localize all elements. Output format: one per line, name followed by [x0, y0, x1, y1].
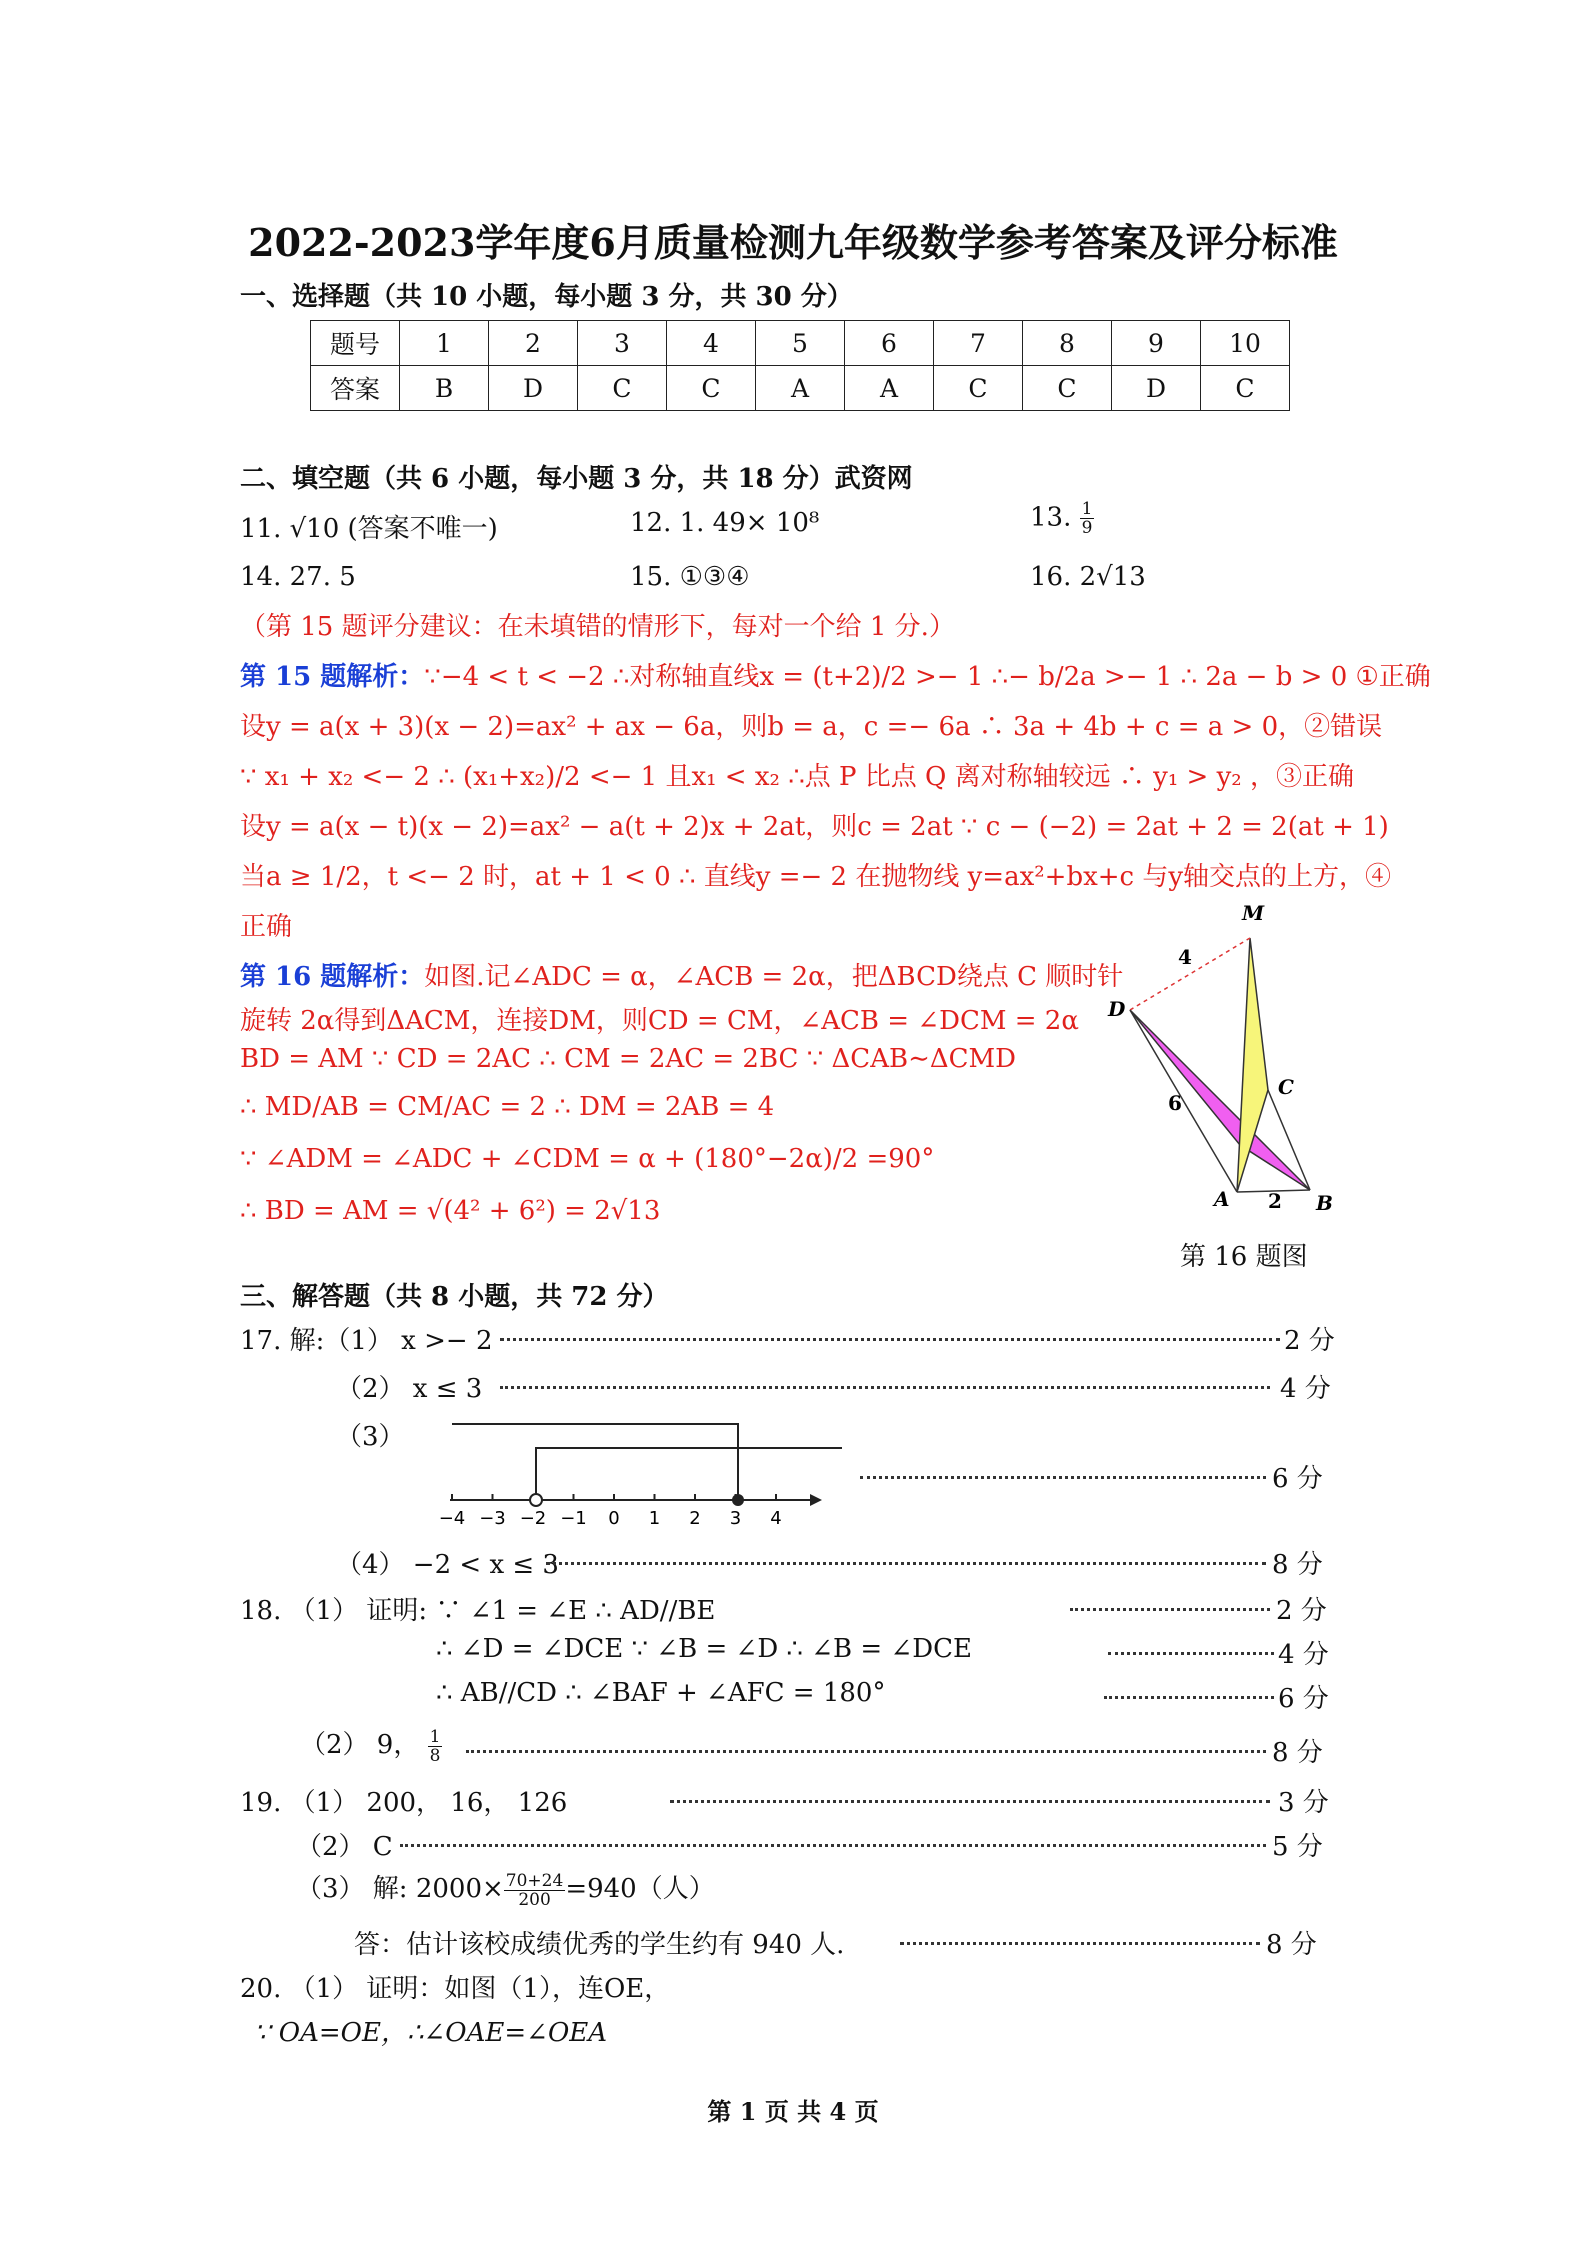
label-m: M: [1242, 901, 1265, 925]
q19-part2: （2） C: [296, 1832, 393, 1862]
figure-16-caption: 第 16 题图: [1180, 1242, 1308, 1272]
label-d: D: [1108, 997, 1126, 1021]
table-cell: C: [1201, 366, 1290, 411]
numerator: 1: [429, 1726, 441, 1747]
q15-analysis-line5: 当a ≥ 1/2，t <− 2 时，at + 1 < 0 ∴ 直线y =− 2 在抛物线 y=ax²+bx+c 与y轴交点的上方，④: [240, 862, 1392, 892]
q16-analysis-line4: ∴ MD/AB = CM/AC = 2 ∴ DM = 2AB = 4: [240, 1092, 775, 1122]
score: 4 分: [1278, 1640, 1329, 1670]
q19-part3-text: （3） 解: 2000×: [296, 1874, 504, 1904]
q16-analysis-line2: 旋转 2α得到ΔACM，连接DM，则CD = CM，∠ACB = ∠DCM = 2α: [240, 1006, 1079, 1036]
q17-part2: （2） x ≤ 3: [336, 1374, 483, 1404]
arrow-icon: [810, 1494, 822, 1506]
filled-circle-icon: [732, 1494, 744, 1506]
q15-analysis-line3: ∵ x₁ + x₂ <− 2 ∴ (x₁+x₂)/2 <− 1 且x₁ < x₂ ∴点 P 比点 Q 离对称轴较远 ∴ y₁ > y₂ ，③正确: [240, 762, 1354, 792]
table-cell: C: [667, 366, 756, 411]
q19-part1: 19. （1） 200， 16， 126: [240, 1788, 568, 1818]
table-header-cell: 答案: [311, 366, 400, 411]
table-cell: C: [934, 366, 1023, 411]
table-cell: 6: [845, 321, 934, 366]
score: 5 分: [1272, 1832, 1323, 1862]
q16-analysis-line6: ∴ BD = AM = √(4² + 6²) = 2√13: [240, 1196, 661, 1226]
scoring-note: （第 15 题评分建议：在未填错的情形下，每对一个给 1 分.）: [240, 612, 955, 642]
table-cell: B: [400, 366, 489, 411]
q17-part4: （4） −2 < x ≤ 3: [336, 1550, 559, 1580]
label-b: B: [1316, 1191, 1333, 1215]
q17-part3: （3）: [336, 1422, 405, 1452]
score: 8 分: [1266, 1930, 1317, 1960]
number-line-tick-label: −2: [519, 1508, 547, 1529]
section2-heading: 二、填空题（共 6 小题，每小题 3 分，共 18 分）武资网: [240, 464, 913, 494]
dot-leader: [400, 1842, 1266, 1847]
score: 8 分: [1272, 1738, 1323, 1768]
q18-part2: [300, 1724, 442, 1765]
answer-16: 16. 2√13: [1030, 562, 1146, 592]
q18-part2-text: （2） 9，: [300, 1730, 420, 1760]
fraction: [1080, 500, 1095, 537]
table-row-answers: [311, 366, 1290, 411]
q16-label: 第 16 题解析：: [240, 962, 425, 992]
denominator: 8: [429, 1745, 441, 1766]
dot-leader: [546, 1560, 1266, 1565]
q15-analysis-line1: [240, 656, 1431, 693]
table-header-cell: 题号: [311, 321, 400, 366]
dot-leader: [900, 1940, 1260, 1945]
table-cell: C: [1023, 366, 1112, 411]
q18-part1a: 18. （1） 证明: ∵ ∠1 = ∠E ∴ AD//BE: [240, 1596, 716, 1626]
q16-text: 如图.记∠ADC = α，∠ACB = 2α，把ΔBCD绕点 C 顺时针: [424, 962, 1124, 992]
page-footer: 第 1 页 共 4 页: [707, 2097, 879, 2126]
solution-ray-x-le-3: [452, 1424, 738, 1500]
q19-answer: 答：估计该校成绩优秀的学生约有 940 人.: [354, 1930, 845, 1960]
score: 2 分: [1284, 1326, 1335, 1356]
table-cell: 4: [667, 321, 756, 366]
number-line-tick-label: −1: [560, 1508, 587, 1529]
q15-analysis-line6: 正确: [240, 912, 293, 942]
table-cell: D: [489, 366, 578, 411]
q19-part3: [296, 1868, 715, 1909]
q16-analysis-line3: BD = AM ∵ CD = 2AC ∴ CM = 2AC = 2BC ∵ ΔCAB∼ΔCMD: [240, 1044, 1017, 1074]
score: 2 分: [1276, 1596, 1327, 1626]
table-cell: C: [578, 366, 667, 411]
denominator: 9: [1081, 518, 1093, 538]
score: 6 分: [1278, 1684, 1329, 1714]
q19-part3-result: =940（人）: [565, 1874, 715, 1904]
q16-analysis-line5: ∵ ∠ADM = ∠ADC + ∠CDM = α + (180°−2α)/2 =90°: [240, 1144, 935, 1174]
number-line-tick-label: 2: [689, 1508, 701, 1529]
page-title: 2022-2023学年度6月质量检测九年级数学参考答案及评分标准: [248, 220, 1338, 265]
answer-15: 15. ①③④: [630, 562, 750, 592]
answer-11: 11. √10 (答案不唯一): [240, 514, 498, 544]
answer-13: [1030, 500, 1094, 537]
dot-leader: [500, 1384, 1270, 1389]
dot-leader: [860, 1474, 1266, 1479]
q20-line2: ∵ OA=OE，∴∠OAE=∠OEA: [254, 2018, 608, 2048]
table-cell: 9: [1112, 321, 1201, 366]
length-6: 6: [1168, 1091, 1182, 1115]
number-line-tick-label: 0: [608, 1508, 620, 1529]
table-cell: 2: [489, 321, 578, 366]
label-c: C: [1278, 1075, 1294, 1099]
fraction: [504, 1872, 566, 1909]
table-cell: A: [845, 366, 934, 411]
length-2: 2: [1268, 1189, 1282, 1213]
denominator: 200: [518, 1889, 551, 1910]
answer-12: 12. 1. 49× 10⁸: [630, 508, 820, 538]
dot-leader: [670, 1798, 1270, 1803]
section3-heading: 三、解答题（共 8 小题，共 72 分）: [240, 1282, 669, 1312]
table-cell: 7: [934, 321, 1023, 366]
score: 3 分: [1278, 1788, 1329, 1818]
table-cell: 10: [1201, 321, 1290, 366]
number-line-tick-label: 1: [648, 1508, 661, 1529]
number-line-tick-label: −4: [438, 1508, 466, 1529]
table-cell: 5: [756, 321, 845, 366]
answer-13-num: 13.: [1030, 502, 1072, 533]
q17-part1: 17. 解:（1） x >− 2: [240, 1326, 493, 1356]
figure-16: [1090, 890, 1350, 1220]
dot-leader: [466, 1748, 1266, 1753]
length-4: 4: [1178, 945, 1192, 969]
dot-leader: [500, 1336, 1280, 1341]
number-line-tick-label: 4: [770, 1508, 782, 1529]
number-line-tick-label: −3: [479, 1508, 506, 1529]
table-cell: 8: [1023, 321, 1112, 366]
answer-14: 14. 27. 5: [240, 562, 356, 592]
label-a: A: [1214, 1187, 1230, 1211]
solution-ray-x-gt-neg2: [536, 1448, 842, 1500]
fraction: [428, 1728, 443, 1765]
score: 8 分: [1272, 1550, 1323, 1580]
numerator: 70+24: [505, 1870, 564, 1891]
open-circle-icon: [530, 1494, 542, 1506]
number-line-tick-label: 3: [729, 1508, 742, 1529]
table-row-questions: [311, 321, 1290, 366]
q15-label: 第 15 题解析：: [240, 662, 425, 692]
q15-text: ∵−4 < t < −2 ∴对称轴直线x = (t+2)/2 >− 1 ∴− b/2a >− 1 ∴ 2a − b > 0 ①正确: [424, 662, 1431, 692]
numerator: 1: [1081, 499, 1093, 519]
score: 6 分: [1272, 1464, 1323, 1494]
q16-analysis-line1: [240, 956, 1123, 993]
table-cell: A: [756, 366, 845, 411]
q18-part1b: ∴ ∠D = ∠DCE ∵ ∠B = ∠D ∴ ∠B = ∠DCE: [436, 1634, 972, 1664]
score: 4 分: [1280, 1374, 1331, 1404]
q18-part1c: ∴ AB//CD ∴ ∠BAF + ∠AFC = 180°: [436, 1678, 886, 1708]
answer-table: [310, 320, 1290, 411]
table-cell: 1: [400, 321, 489, 366]
table-cell: 3: [578, 321, 667, 366]
q15-analysis-line4: 设y = a(x − t)(x − 2)=ax² − a(t + 2)x + 2at，则c = 2at ∵ c − (−2) = 2at + 2 = 2(at + 1): [240, 812, 1389, 842]
table-cell: D: [1112, 366, 1201, 411]
dot-leader: [1104, 1694, 1274, 1699]
dot-leader: [1070, 1606, 1270, 1611]
section1-heading: 一、选择题（共 10 小题，每小题 3 分，共 30 分）: [240, 282, 853, 312]
dot-leader: [1108, 1650, 1274, 1655]
number-line: [410, 1420, 850, 1530]
q20-line1: 20. （1） 证明：如图（1），连OE，: [240, 1974, 671, 2004]
q15-analysis-line2: 设y = a(x + 3)(x − 2)=ax² + ax − 6a，则b = a，c =− 6a ∴ 3a + 4b + c = a > 0，②错误: [240, 712, 1383, 742]
